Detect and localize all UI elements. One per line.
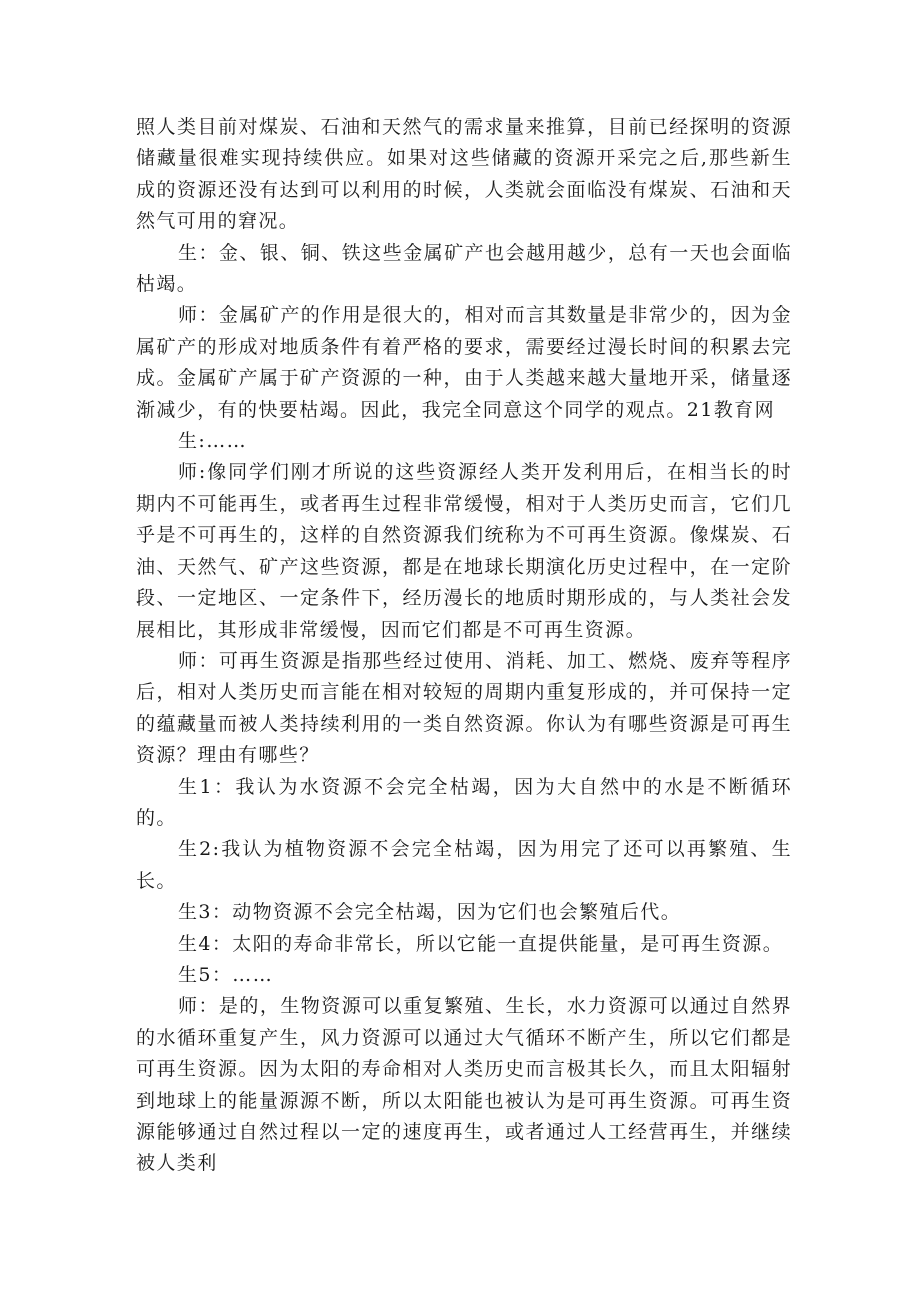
paragraph-5: 师:像同学们刚才所说的这些资源经人类开发利用后，在相当长的时期内不可能再生，或者再生过程非常缓慢，相对于人类历史而言，它们几乎是不可再生的，这样的自然资源我们统称为不可再生资源。像煤炭、石油、天然气、矿产这些资源，都是在地球长期演化历史过程中，在一定阶段、一定地区、一定条件下，经历漫长的地质时期形成的，与人类社会发展相比，其形成非常缓慢，因而它们都是不可再生资源。	[136, 461, 792, 641]
paragraph-2: 生：金、银、铜、铁这些金属矿产也会越用越少，总有一天也会面临枯竭。	[136, 241, 792, 296]
paragraph-1: 照人类目前对煤炭、石油和天然气的需求量来推算，目前已经探明的资源储藏量很难实现持续供应。如果对这些储藏的资源开采完之后,那些新生成的资源还没有达到可以利用的时候，人类就会面临没有煤炭、石油和天然气可用的窘况。	[136, 116, 792, 233]
paragraph-6: 师：可再生资源是指那些经过使用、消耗、加工、燃烧、废弃等程序后，相对人类历史而言能在相对较短的周期内重复形成的，并可保持一定的蕴藏量而被人类持续利用的一类自然资源。你认为有哪些资源是可再生资源？理由有哪些？	[136, 649, 792, 767]
text-body	[136, 112, 792, 1180]
paragraph-9: 生3：动物资源不会完全枯竭，因为它们也会繁殖后代。	[178, 901, 682, 924]
paragraph-8: 生2:我认为植物资源不会完全枯竭，因为用完了还可以再繁殖、生长。	[136, 838, 792, 892]
paragraph-10: 生4：太阳的寿命非常长，所以它能一直提供能量，是可再生资源。	[178, 932, 784, 955]
paragraph-3: 师：金属矿产的作用是很大的，相对而言其数量是非常少的，因为金属矿产的形成对地质条件有着严格的要求，需要经过漫长时间的积累去完成。金属矿产属于矿产资源的一种，由于人类越来越大量地开采，储量逐渐减少，有的快要枯竭。因此，我完全同意这个同学的观点。21教育网	[136, 304, 792, 421]
paragraph-11: 生5：……	[178, 963, 274, 986]
paragraph-7: 生1：我认为水资源不会完全枯竭，因为大自然中的水是不断循环的。	[136, 775, 792, 829]
paragraph-4: 生:……	[178, 430, 248, 453]
paragraph-12: 师：是的，生物资源可以重复繁殖、生长，水力资源可以通过自然界的水循环重复产生，风力资源可以通过大气循环不断产生，所以它们都是可再生资源。因为太阳的寿命相对人类历史而言极其长久，而且太阳辐射到地球上的能量源源不断，所以太阳能也被认为是可再生资源。可再生资源能够通过自然过程以一定的速度再生，或者通过人工经营再生，并继续被人类利	[136, 995, 792, 1175]
